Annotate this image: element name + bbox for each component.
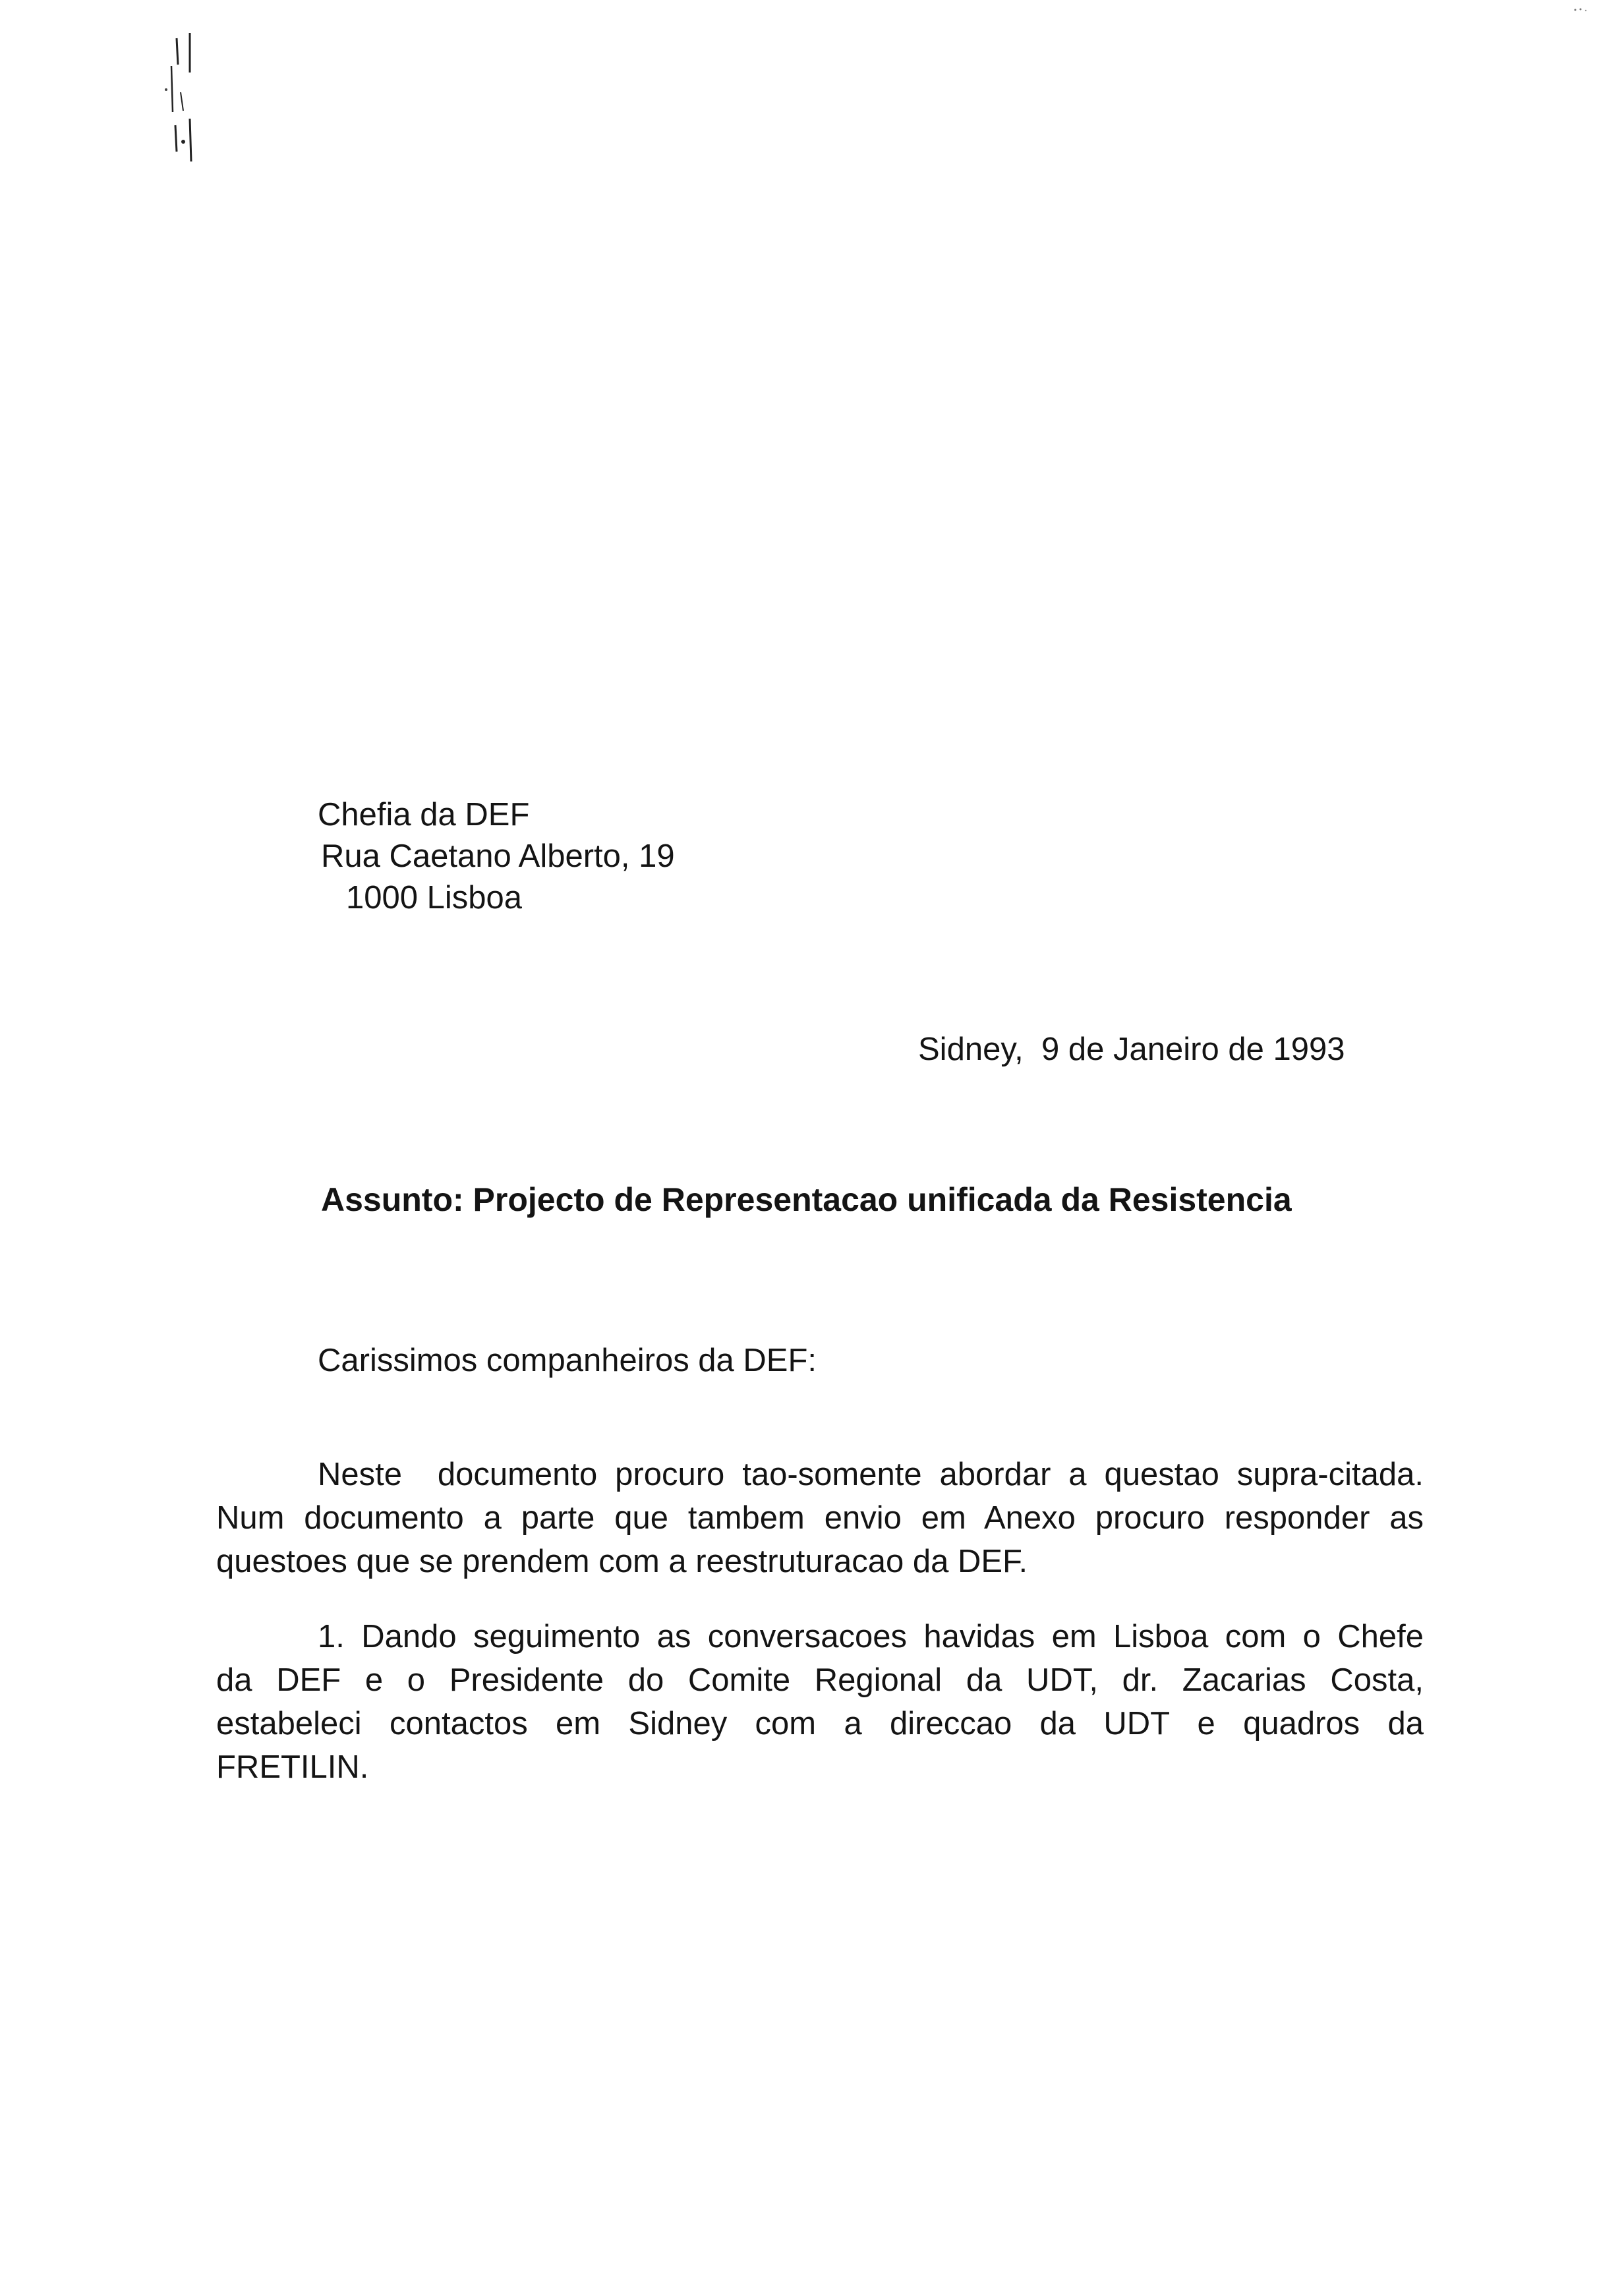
body-paragraph-1 [216, 1453, 1424, 1583]
recipient-street: Rua Caetano Alberto, 19 [321, 838, 675, 874]
subject-line: Assunto: Projecto de Representacao unificada da Resistencia [321, 1181, 1292, 1218]
scan-artifact-marks [125, 26, 218, 178]
paragraph-line: FRETILIN. [216, 1749, 369, 1785]
recipient-city: 1000 Lisboa [346, 880, 523, 916]
paragraph-line: 1. Dando seguimento as conversacoes havidas em Lisboa com o Chefe [318, 1619, 1424, 1654]
body-paragraph-2 [216, 1615, 1424, 1789]
paragraph-line: Neste documento procuro tao-somente abordar a questao supra-citada. [318, 1457, 1424, 1492]
salutation: Carissimos companheiros da DEF: [318, 1343, 817, 1378]
paragraph-line: Num documento a parte que tambem envio em Anexo procuro responder as [216, 1500, 1424, 1536]
paragraph-line: da DEF e o Presidente do Comite Regional da UDT, dr. Zacarias Costa, [216, 1662, 1424, 1698]
corner-speck [1571, 5, 1591, 15]
paragraph-line: questoes que se prendem com a reestruturacao da DEF. [216, 1544, 1028, 1579]
place-and-date: Sidney, 9 de Janeiro de 1993 [918, 1032, 1345, 1067]
paragraph-line: estabeleci contactos em Sidney com a direccao da UDT e quadros da [216, 1706, 1424, 1741]
recipient-name: Chefia da DEF [318, 797, 530, 832]
